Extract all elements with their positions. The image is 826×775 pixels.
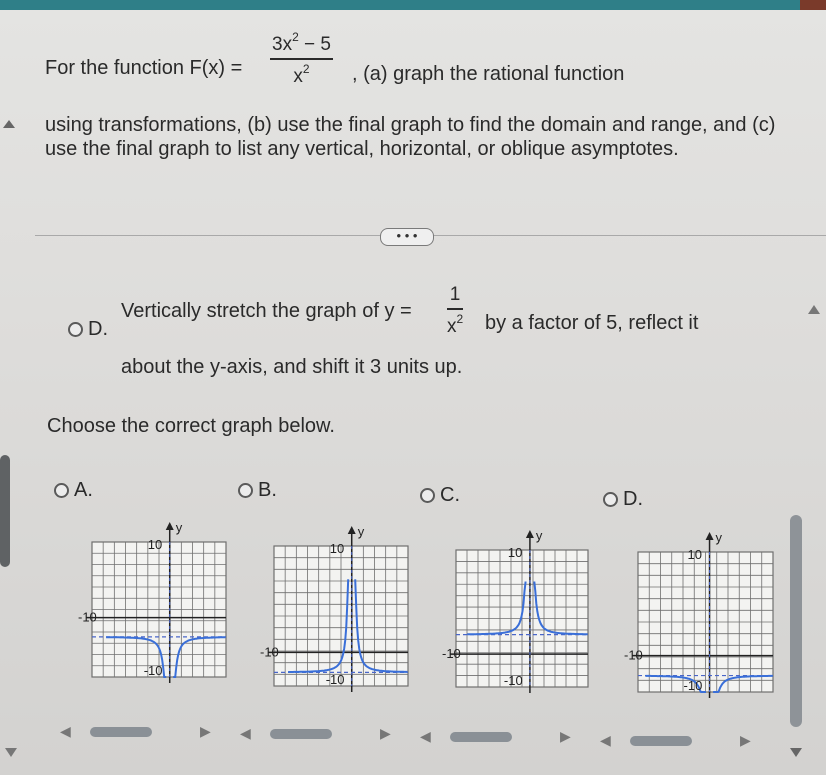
left-scrollbar[interactable] xyxy=(0,455,10,567)
graph-a-radio[interactable] xyxy=(54,483,69,498)
scroll-up-icon[interactable] xyxy=(3,120,15,128)
question-after: , (a) graph the rational function xyxy=(352,63,625,85)
scroll-thumb[interactable] xyxy=(270,729,332,739)
left-arrow-icon[interactable]: ◀ xyxy=(60,723,71,739)
option-d-text-part1: Vertically stretch the graph of y = xyxy=(121,300,412,322)
option-d-text-part2: by a factor of 5, reflect it xyxy=(485,312,699,334)
option-d-label: D. xyxy=(88,318,108,340)
tick-label-bottom: -10 xyxy=(143,663,163,678)
graph-b-label: B. xyxy=(258,479,277,501)
tick-label-left: -10 xyxy=(442,646,461,662)
y-axis-arrow-icon xyxy=(348,526,356,534)
graph-grid xyxy=(92,542,226,677)
y-axis-arrow-icon xyxy=(526,530,534,538)
top-bar-edge xyxy=(800,0,826,10)
graph-grid xyxy=(638,552,773,692)
option-d-radio[interactable] xyxy=(68,322,83,337)
tick-label-top: 10 xyxy=(687,547,703,562)
top-bar xyxy=(0,0,826,10)
tick-label-top: 10 xyxy=(507,545,523,560)
graph-c[interactable] xyxy=(441,522,591,697)
graph-grid xyxy=(274,546,408,686)
tick-label-left: -10 xyxy=(78,609,97,625)
left-arrow-icon[interactable]: ◀ xyxy=(420,728,431,744)
y-axis-label: y xyxy=(535,528,543,543)
right-arrow-icon[interactable]: ▶ xyxy=(200,723,211,739)
tick-label-left: -10 xyxy=(624,647,643,663)
tick-label-top: 10 xyxy=(329,541,345,556)
option-d-fraction: 1 $x^2$ xyxy=(447,284,464,337)
graph-c-radio[interactable] xyxy=(420,488,435,503)
graph-d[interactable] xyxy=(623,527,778,702)
scroll-up-icon[interactable] xyxy=(808,305,820,314)
y-axis-label: y xyxy=(715,530,723,545)
tick-label-top: 10 xyxy=(147,537,163,552)
y-axis-label: y xyxy=(357,524,365,539)
graph-c-label: C. xyxy=(440,484,460,506)
left-arrow-icon[interactable]: ◀ xyxy=(600,732,611,748)
question-text: using transformations, (b) use the final graph to find the domain and range, and (c) use the final graph to list any vertical, horizontal, or oblique asymptotes. xyxy=(45,114,776,160)
graph-a-label: A. xyxy=(74,479,93,501)
tick-label-bottom: -10 xyxy=(683,678,703,693)
y-axis-arrow-icon xyxy=(706,532,714,540)
choose-prompt: Choose the correct graph below. xyxy=(47,415,335,437)
scroll-down-icon[interactable] xyxy=(790,748,802,757)
graph-grid xyxy=(456,550,588,687)
right-arrow-icon[interactable]: ▶ xyxy=(380,725,391,741)
option-d-text-part3: about the y-axis, and shift it 3 units up. xyxy=(121,356,463,378)
fraction-bar xyxy=(270,58,333,60)
right-arrow-icon[interactable]: ▶ xyxy=(740,732,751,748)
right-arrow-icon[interactable]: ▶ xyxy=(560,728,571,744)
scroll-thumb[interactable] xyxy=(90,727,152,737)
graph-b[interactable] xyxy=(262,518,412,693)
question-prefix: For the function F(x) = xyxy=(45,57,243,79)
tick-label-left: -10 xyxy=(260,644,279,660)
graph-d-radio[interactable] xyxy=(603,492,618,507)
tick-label-bottom: -10 xyxy=(503,673,523,688)
tick-label-bottom: -10 xyxy=(325,672,345,687)
fraction-numerator: $3x^2 - 5$ xyxy=(272,30,331,55)
page-scrollbar[interactable] xyxy=(790,515,802,727)
y-axis-arrow-icon xyxy=(166,522,174,530)
more-button[interactable]: • • • xyxy=(380,228,434,246)
scroll-thumb[interactable] xyxy=(630,736,692,746)
left-arrow-icon[interactable]: ◀ xyxy=(240,725,251,741)
y-axis-label: y xyxy=(175,520,183,535)
graph-d-label: D. xyxy=(623,488,643,510)
fraction-denominator: $x^2$ xyxy=(293,61,310,87)
graph-b-radio[interactable] xyxy=(238,483,253,498)
scroll-down-icon[interactable] xyxy=(5,748,17,757)
scroll-thumb[interactable] xyxy=(450,732,512,742)
function-fraction xyxy=(270,30,333,88)
graph-a[interactable] xyxy=(80,512,230,687)
